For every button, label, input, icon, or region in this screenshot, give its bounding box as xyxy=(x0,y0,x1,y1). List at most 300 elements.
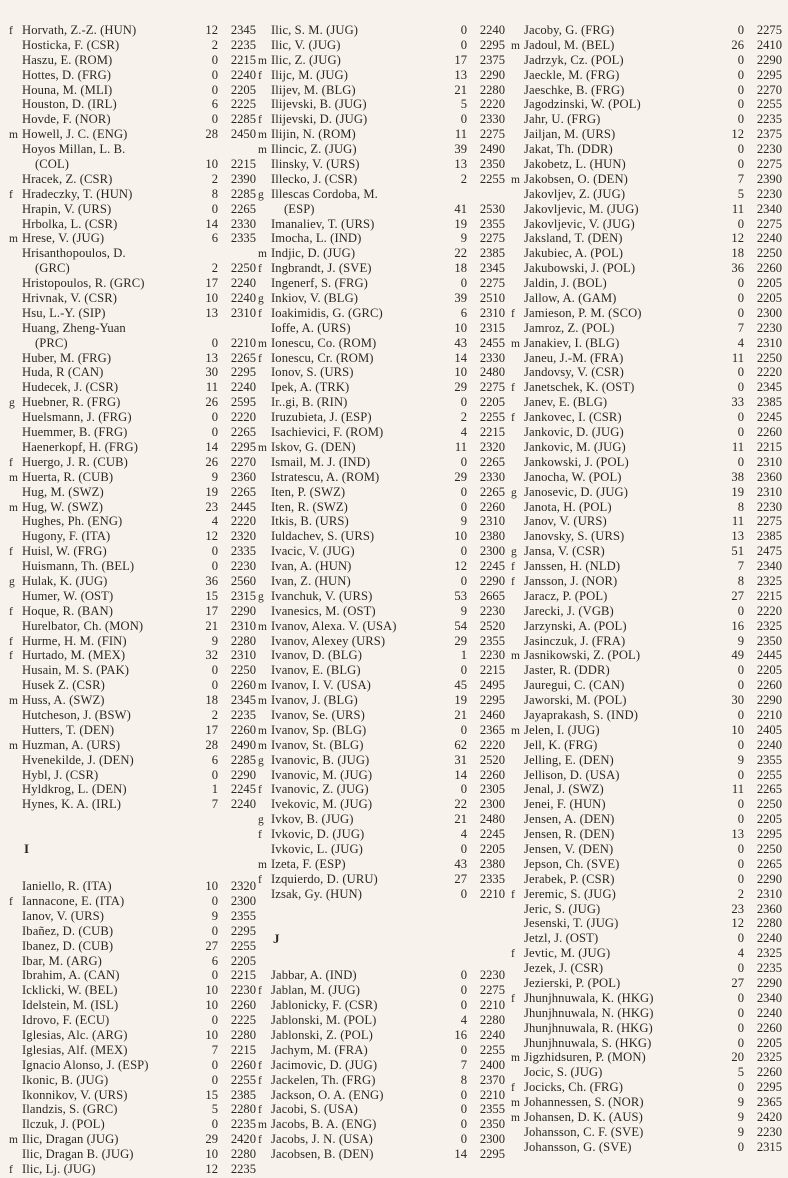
player-entry xyxy=(510,797,782,812)
player-entry xyxy=(8,954,256,969)
player-name: Hughes, Ph. (ENG) xyxy=(22,514,123,529)
player-title: f xyxy=(9,546,13,559)
player-name: Janota, H. (POL) xyxy=(524,499,612,514)
player-rating: 2375 xyxy=(479,52,505,67)
player-name: Ivanesics, M. (OST) xyxy=(271,603,376,618)
player-entry xyxy=(510,53,782,68)
player-games: 39 xyxy=(454,142,467,157)
player-entry xyxy=(257,455,505,470)
player-rating: 2250 xyxy=(230,261,256,276)
player-name: Ionescu, Co. (ROM) xyxy=(271,335,377,350)
player-rating: 2240 xyxy=(230,291,256,306)
player-rating: 2230 xyxy=(479,648,505,663)
player-games: 45 xyxy=(454,678,467,693)
player-games: 0 xyxy=(737,678,744,693)
player-entry xyxy=(8,217,256,232)
player-games: 0 xyxy=(737,380,744,395)
player-entry xyxy=(510,931,782,946)
player-title: m xyxy=(258,695,267,708)
player-entry xyxy=(8,83,256,98)
player-entry xyxy=(510,202,782,217)
player-rating: 2310 xyxy=(756,335,782,350)
player-name: Jocicks, Ch. (FRG) xyxy=(524,1080,624,1095)
player-games: 10 xyxy=(731,722,744,737)
player-rating: 2365 xyxy=(479,722,505,737)
player-rating: 2265 xyxy=(230,425,256,440)
player-name: Ibar, M. (ARG) xyxy=(22,953,102,968)
player-name: Jadrzyk, Cz. (POL) xyxy=(524,52,624,67)
player-name: (PRC) xyxy=(35,335,68,350)
player-title: m xyxy=(258,441,267,454)
player-entry xyxy=(8,365,256,380)
player-name: Jezierski, P. (POL) xyxy=(524,976,621,990)
player-name: Hosticka, F. (CSR) xyxy=(22,37,120,52)
player-rating: 2275 xyxy=(479,231,505,246)
player-games: 8 xyxy=(460,1072,467,1087)
player-title: f xyxy=(258,352,262,365)
player-games: 2 xyxy=(460,410,467,425)
player-rating: 2385 xyxy=(479,246,505,261)
player-rating: 2345 xyxy=(479,261,505,276)
player-games: 0 xyxy=(737,276,744,291)
player-entry xyxy=(257,306,505,321)
player-games: 6 xyxy=(211,231,218,246)
player-games: 0 xyxy=(211,968,218,983)
player-entry xyxy=(257,1028,505,1043)
player-rating: 2245 xyxy=(756,410,782,425)
player-rating: 2480 xyxy=(479,812,505,827)
player-name: Huber, M. (FRG) xyxy=(22,350,112,365)
player-games: 16 xyxy=(454,1028,467,1042)
player-rating: 2290 xyxy=(479,573,505,588)
player-name: Jankowski, J. (POL) xyxy=(524,454,629,469)
player-entry xyxy=(8,1028,256,1043)
player-games: 9 xyxy=(460,231,467,246)
player-name: Houna, M. (MLI) xyxy=(22,82,113,97)
player-name: Inkiov, V. (BLG) xyxy=(271,291,359,306)
player-games: 0 xyxy=(211,893,218,908)
player-rating: 2495 xyxy=(479,678,505,693)
player-entry xyxy=(510,425,782,440)
player-rating: 2290 xyxy=(230,767,256,782)
player-entry xyxy=(510,261,782,276)
player-entry xyxy=(8,336,256,351)
player-entry xyxy=(8,440,256,455)
player-games: 21 xyxy=(454,812,467,827)
player-rating: 2250 xyxy=(756,350,782,365)
player-name: Jablan, M. (JUG) xyxy=(271,983,361,998)
player-name: Jezek, J. (CSR) xyxy=(524,961,604,976)
player-name: Janocha, W. (POL) xyxy=(524,469,622,484)
player-rating: 2250 xyxy=(230,663,256,678)
player-entry xyxy=(8,753,256,768)
player-rating: 2310 xyxy=(756,886,782,901)
player-games: 0 xyxy=(737,797,744,812)
player-entry xyxy=(510,365,782,380)
player-rating: 2255 xyxy=(756,767,782,782)
player-rating: 2205 xyxy=(756,663,782,678)
column-2 xyxy=(257,23,505,1162)
player-games: 10 xyxy=(205,879,218,894)
player-name: Jagodzinski, W. (POL) xyxy=(524,97,641,112)
player-games: 27 xyxy=(731,976,744,990)
player-games: 0 xyxy=(737,1035,744,1050)
player-games: 26 xyxy=(205,395,218,410)
player-games: 7 xyxy=(211,1042,218,1057)
player-rating: 2480 xyxy=(479,365,505,380)
player-name: Jaworski, M. (POL) xyxy=(524,693,627,708)
player-entry xyxy=(257,38,505,53)
player-title: g xyxy=(511,546,517,559)
player-name: Imanaliev, T. (URS) xyxy=(271,216,375,231)
player-games: 12 xyxy=(205,1162,218,1177)
player-name: Jablonski, Z. (POL) xyxy=(271,1028,373,1042)
player-name: Iskov, G. (DEN) xyxy=(271,439,356,454)
player-games: 17 xyxy=(205,276,218,291)
player-entry xyxy=(510,395,782,410)
player-name: Janovsky, S. (URS) xyxy=(524,529,625,544)
player-games: 9 xyxy=(211,908,218,923)
player-name: Jansa, V. (CSR) xyxy=(524,544,605,559)
player-entry xyxy=(8,97,256,112)
player-rating: 2320 xyxy=(230,879,256,894)
player-entry xyxy=(257,321,505,336)
player-name: Huang, Zheng-Yuan xyxy=(22,320,126,335)
player-games: 9 xyxy=(211,469,218,484)
player-name: Iruzubieta, J. (ESP) xyxy=(271,410,372,425)
player-games: 13 xyxy=(454,157,467,172)
player-name: Idrovo, F. (ECU) xyxy=(22,1013,110,1028)
player-name: Jell, K. (FRG) xyxy=(524,737,598,752)
player-rating: 2265 xyxy=(230,350,256,365)
player-title: g xyxy=(9,397,15,410)
player-entry xyxy=(8,1013,256,1028)
player-name: Jadoul, M. (BEL) xyxy=(524,37,615,52)
player-name: Jankovic, M. (JUG) xyxy=(524,439,626,454)
player-entry xyxy=(257,1013,505,1028)
player-title: f xyxy=(258,69,262,82)
player-entry xyxy=(510,768,782,783)
player-rating: 2325 xyxy=(756,618,782,633)
player-games: 5 xyxy=(211,1102,218,1117)
player-entry xyxy=(8,1058,256,1073)
player-entry xyxy=(8,470,256,485)
player-name: Icklicki, W. (BEL) xyxy=(22,983,118,998)
player-entry xyxy=(510,306,782,321)
player-entry xyxy=(8,738,256,753)
player-rating: 2250 xyxy=(756,841,782,856)
player-rating: 2240 xyxy=(756,1005,782,1020)
column-3 xyxy=(510,23,782,1155)
player-rating: 2215 xyxy=(756,588,782,603)
player-entry xyxy=(8,619,256,634)
player-rating: 2445 xyxy=(230,499,256,514)
player-games: 0 xyxy=(211,425,218,440)
player-rating: 2300 xyxy=(479,797,505,812)
player-title: m xyxy=(511,724,520,737)
player-games: 0 xyxy=(460,841,467,856)
player-games: 0 xyxy=(737,157,744,172)
player-games: 29 xyxy=(205,1132,218,1147)
player-title: m xyxy=(258,337,267,350)
player-entry xyxy=(510,1140,782,1155)
player-title: m xyxy=(258,144,267,157)
player-entry xyxy=(510,1006,782,1021)
player-title: f xyxy=(9,605,13,618)
player-rating: 2275 xyxy=(756,514,782,529)
player-name: Huzman, A. (URS) xyxy=(22,737,121,752)
player-games: 22 xyxy=(454,246,467,261)
player-name: Illecko, J. (CSR) xyxy=(271,171,358,186)
player-name: Jabbar, A. (IND) xyxy=(271,968,357,983)
player-games: 10 xyxy=(205,983,218,998)
player-name: Huergo, J. R. (CUB) xyxy=(22,454,128,469)
player-games: 13 xyxy=(731,827,744,842)
player-entry xyxy=(257,842,505,857)
player-name: Hrese, V. (JUG) xyxy=(22,231,105,246)
player-rating: 2290 xyxy=(756,871,782,886)
player-name: Haenerkopf, H. (FRG) xyxy=(22,439,139,454)
player-games: 8 xyxy=(737,573,744,588)
player-entry xyxy=(257,797,505,812)
player-name: Jacobs, J. N. (USA) xyxy=(271,1132,373,1147)
player-rating: 2295 xyxy=(479,693,505,708)
player-games: 41 xyxy=(454,201,467,216)
player-entry xyxy=(8,1162,256,1177)
player-rating: 2325 xyxy=(756,573,782,588)
player-games: 0 xyxy=(460,998,467,1013)
player-name: Jensen, A. (DEN) xyxy=(524,812,615,827)
player-entry xyxy=(510,157,782,172)
player-rating: 2260 xyxy=(230,1057,256,1072)
player-entry xyxy=(8,574,256,589)
player-entry xyxy=(257,291,505,306)
player-games: 51 xyxy=(731,544,744,559)
player-name: Johansson, C. F. (SVE) xyxy=(524,1124,644,1139)
player-name: Jetzl, J. (OST) xyxy=(524,931,599,946)
player-name: Jepson, Ch. (SVE) xyxy=(524,856,620,871)
player-rating: 2255 xyxy=(230,1072,256,1087)
player-rating: 2270 xyxy=(230,454,256,469)
player-games: 9 xyxy=(211,633,218,648)
player-name: Janakiev, I. (BLG) xyxy=(524,335,620,350)
player-entry xyxy=(257,1147,505,1162)
player-games: 18 xyxy=(205,693,218,708)
player-entry xyxy=(510,97,782,112)
player-name: Jhunjhnuwala, R. (HKG) xyxy=(524,1020,653,1035)
player-name: Hoyos Millan, L. B. xyxy=(22,142,126,157)
player-title: f xyxy=(511,948,515,961)
player-games: 26 xyxy=(205,454,218,469)
player-games: 18 xyxy=(731,246,744,261)
player-games: 0 xyxy=(211,767,218,782)
player-name: Huerta, R. (CUB) xyxy=(22,469,114,484)
player-rating: 2310 xyxy=(756,484,782,499)
player-entry xyxy=(510,1021,782,1036)
player-name: Janosevic, D. (JUG) xyxy=(524,484,629,499)
player-name: Huelsmann, J. (FRG) xyxy=(22,410,132,425)
player-name: Houston, D. (IRL) xyxy=(22,97,117,112)
player-rating: 2240 xyxy=(230,276,256,291)
player-games: 11 xyxy=(731,201,744,216)
section-spacer xyxy=(257,902,505,932)
player-entry xyxy=(510,500,782,515)
player-games: 28 xyxy=(205,127,218,142)
player-title: g xyxy=(258,590,264,603)
player-rating: 2325 xyxy=(756,1050,782,1065)
player-entry xyxy=(8,678,256,693)
player-games: 0 xyxy=(460,573,467,588)
player-entry xyxy=(257,440,505,455)
player-rating: 2420 xyxy=(756,1110,782,1125)
player-games: 0 xyxy=(460,499,467,514)
player-games: 7 xyxy=(737,171,744,186)
player-entry xyxy=(8,782,256,797)
player-rating: 2275 xyxy=(756,23,782,37)
player-rating: 2205 xyxy=(756,1035,782,1050)
player-name: Huemmer, B. (FRG) xyxy=(22,425,128,440)
player-entry xyxy=(510,559,782,574)
player-entry xyxy=(8,112,256,127)
section-spacer xyxy=(257,946,505,968)
player-rating: 2330 xyxy=(479,112,505,127)
player-games: 27 xyxy=(205,938,218,953)
player-name: Iten, R. (SWZ) xyxy=(271,499,348,514)
player-entry xyxy=(510,723,782,738)
player-name: Ivekovic, M. (JUG) xyxy=(271,797,373,812)
section-spacer xyxy=(8,812,256,842)
player-rating: 2215 xyxy=(230,157,256,172)
player-title: m xyxy=(511,173,520,186)
player-entry xyxy=(8,23,256,38)
player-entry xyxy=(510,127,782,142)
player-name: Hoque, R. (BAN) xyxy=(22,603,114,618)
player-games: 0 xyxy=(460,968,467,983)
player-title: m xyxy=(9,695,18,708)
player-games: 11 xyxy=(731,514,744,529)
player-games: 43 xyxy=(454,856,467,871)
player-games: 0 xyxy=(737,856,744,871)
player-rating: 2355 xyxy=(479,1102,505,1117)
player-rating: 2295 xyxy=(230,439,256,454)
player-games: 0 xyxy=(460,782,467,797)
player-name: Jakubiec, A. (POL) xyxy=(524,246,624,261)
player-games: 10 xyxy=(205,1147,218,1162)
player-entry xyxy=(510,68,782,83)
player-games: 9 xyxy=(737,1095,744,1110)
player-entry xyxy=(8,1102,256,1117)
player-rating: 2220 xyxy=(230,514,256,529)
player-name: Ilandzis, S. (GRC) xyxy=(22,1102,118,1117)
player-entry xyxy=(510,1080,782,1095)
player-name: Jaeschke, B. (FRG) xyxy=(524,82,625,97)
player-rating: 2220 xyxy=(756,365,782,380)
player-rating: 2290 xyxy=(756,693,782,708)
player-rating: 2235 xyxy=(756,112,782,127)
player-name: Hurelbator, Ch. (MON) xyxy=(22,618,144,633)
player-rating: 2265 xyxy=(756,782,782,797)
player-rating: 2295 xyxy=(756,827,782,842)
player-games: 9 xyxy=(737,1124,744,1139)
player-rating: 2280 xyxy=(756,916,782,931)
player-title: m xyxy=(258,739,267,752)
player-games: 0 xyxy=(460,454,467,469)
player-rating: 2455 xyxy=(479,335,505,350)
player-name: Hrapin, V. (URS) xyxy=(22,201,112,216)
player-rating: 2205 xyxy=(756,291,782,306)
player-name: Janov, V. (URS) xyxy=(524,514,607,529)
player-entry xyxy=(257,142,505,157)
player-entry xyxy=(257,1117,505,1132)
player-entry xyxy=(8,514,256,529)
player-games: 12 xyxy=(205,23,218,37)
player-rating: 2355 xyxy=(230,908,256,923)
player-rating: 2295 xyxy=(756,1080,782,1095)
player-title: f xyxy=(9,456,13,469)
player-entry xyxy=(257,559,505,574)
player-entry xyxy=(510,172,782,187)
player-name: Ianiello, R. (ITA) xyxy=(22,879,112,894)
player-name: Janssen, H. (NLD) xyxy=(524,559,621,574)
player-rating: 2340 xyxy=(756,990,782,1005)
player-games: 14 xyxy=(454,767,467,782)
player-rating: 2255 xyxy=(479,410,505,425)
player-rating: 2460 xyxy=(479,707,505,722)
player-games: 7 xyxy=(211,797,218,812)
player-games: 0 xyxy=(211,678,218,693)
player-entry xyxy=(257,514,505,529)
player-rating: 2355 xyxy=(756,752,782,767)
player-name: Iglesias, Alc. (ARG) xyxy=(22,1028,128,1042)
player-rating: 2520 xyxy=(479,618,505,633)
player-rating: 2265 xyxy=(230,201,256,216)
player-games: 21 xyxy=(454,707,467,722)
player-rating: 2355 xyxy=(479,216,505,231)
player-title: g xyxy=(511,486,517,499)
player-games: 23 xyxy=(731,901,744,916)
player-title: g xyxy=(258,188,264,201)
player-name: Jacoby, G. (FRG) xyxy=(524,23,615,37)
player-entry xyxy=(510,1050,782,1065)
player-rating: 2665 xyxy=(479,588,505,603)
player-games: 0 xyxy=(460,1117,467,1132)
player-name: Jaldin, J. (BOL) xyxy=(524,276,607,291)
player-name: Jailjan, M. (URS) xyxy=(524,127,616,142)
player-entry xyxy=(257,395,505,410)
player-rating: 2420 xyxy=(230,1132,256,1147)
player-name: Johannessen, S. (NOR) xyxy=(524,1095,644,1110)
player-entry xyxy=(257,365,505,380)
player-rating: 2205 xyxy=(479,395,505,410)
player-entry xyxy=(8,604,256,619)
player-name: Horvath, Z.-Z. (HUN) xyxy=(22,23,137,37)
player-name: Jackson, O. A. (ENG) xyxy=(271,1087,384,1102)
player-games: 0 xyxy=(737,112,744,127)
player-entry xyxy=(8,1073,256,1088)
player-name: Jerabek, P. (CSR) xyxy=(524,871,615,886)
player-name: Jamieson, P. M. (SCO) xyxy=(524,305,642,320)
player-entry xyxy=(8,276,256,291)
player-games: 11 xyxy=(454,127,467,142)
player-entry xyxy=(510,1065,782,1080)
player-name: Ivan, A. (HUN) xyxy=(271,559,352,574)
player-games: 2 xyxy=(737,886,744,901)
player-games: 8 xyxy=(211,186,218,201)
player-name: Ibrahim, A. (CAN) xyxy=(22,968,120,983)
player-games: 27 xyxy=(731,588,744,603)
player-name: Jansson, J. (NOR) xyxy=(524,573,618,588)
player-rating: 2360 xyxy=(756,901,782,916)
